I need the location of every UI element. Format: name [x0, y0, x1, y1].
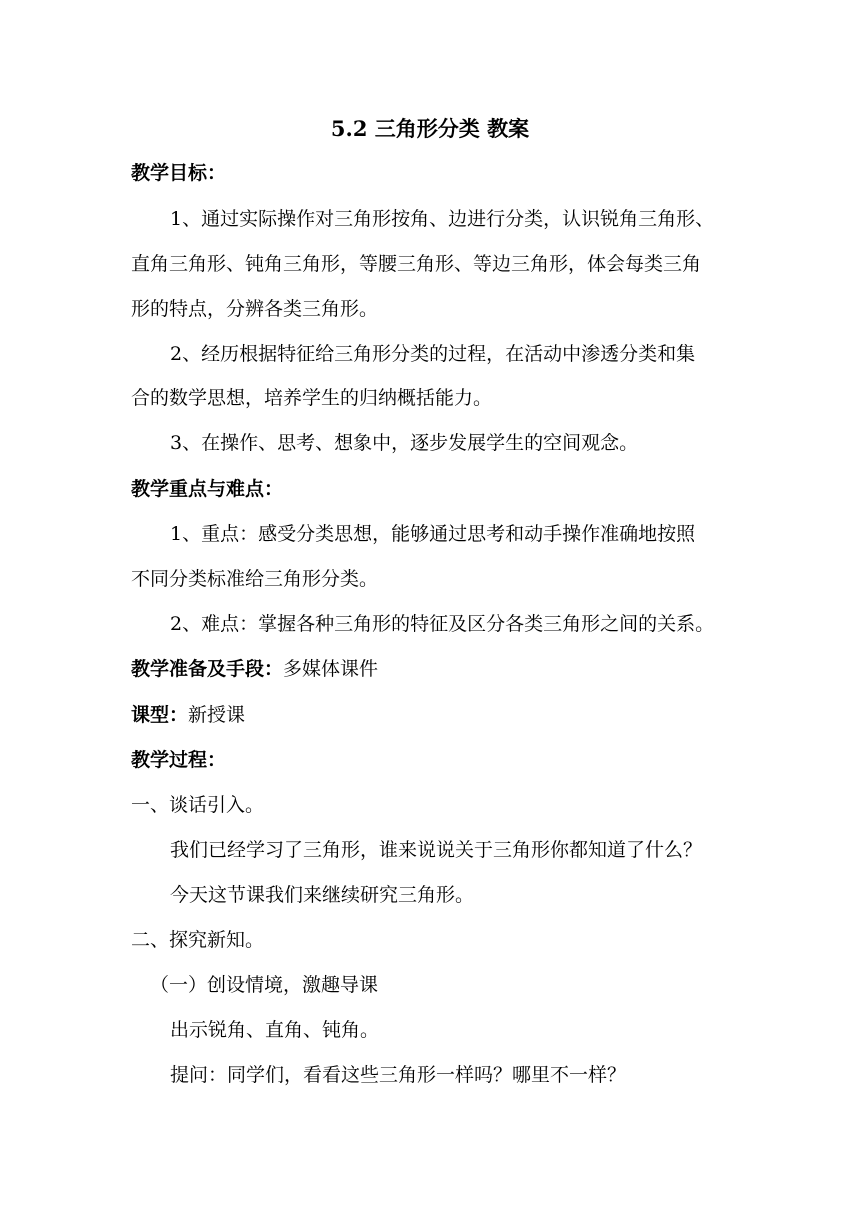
section-2-paragraph-2: 提问：同学们，看看这些三角形一样吗？哪里不一样？ [170, 1064, 627, 1086]
objective-2-line-2: 合的数学思想，培养学生的归纳概括能力。 [131, 387, 493, 409]
objective-1-line-1: 1、通过实际操作对三角形按角、边进行分类，认识锐角三角形、 [170, 208, 715, 230]
section-2-heading: 二、探究新知。 [131, 929, 265, 951]
objective-2-line-1: 2、经历根据特征给三角形分类的过程，在活动中渗透分类和集 [170, 343, 696, 365]
key-point-2: 2、难点：掌握各种三角形的特征及区分各类三角形之间的关系。 [170, 613, 715, 635]
section-1-heading: 一、谈话引入。 [131, 794, 265, 816]
section-2-subheading-1: （一）创设情境，激趣导课 [150, 974, 379, 996]
key-point-1-line-2: 不同分类标准给三角形分类。 [131, 568, 379, 590]
section-1-paragraph-1: 我们已经学习了三角形，谁来说说关于三角形你都知道了什么？ [170, 839, 703, 861]
lesson-type-line [131, 703, 741, 727]
objective-1-line-3: 形的特点，分辨各类三角形。 [131, 298, 379, 320]
preparation-line [131, 657, 741, 681]
preparation-label: 教学准备及手段： [131, 658, 284, 680]
preparation-value: 多媒体课件 [283, 658, 379, 680]
process-heading: 教学过程： [131, 749, 227, 771]
section-1-paragraph-2: 今天这节课我们来继续研究三角形。 [170, 884, 475, 906]
objective-3: 3、在操作、思考、想象中，逐步发展学生的空间观念。 [170, 432, 639, 454]
objectives-heading: 教学目标： [131, 162, 227, 184]
document-title: 5.2 三角形分类 教案 [330, 116, 530, 141]
lesson-type-label: 课型： [131, 704, 189, 726]
key-point-1-line-1: 1、重点：感受分类思想，能够通过思考和动手操作准确地按照 [170, 523, 696, 545]
key-points-heading: 教学重点与难点： [131, 478, 284, 500]
section-2-paragraph-1: 出示锐角、直角、钝角。 [170, 1019, 380, 1041]
objective-1-line-2: 直角三角形、钝角三角形，等腰三角形、等边三角形，体会每类三角 [131, 253, 702, 275]
lesson-type-value: 新授课 [188, 704, 246, 726]
